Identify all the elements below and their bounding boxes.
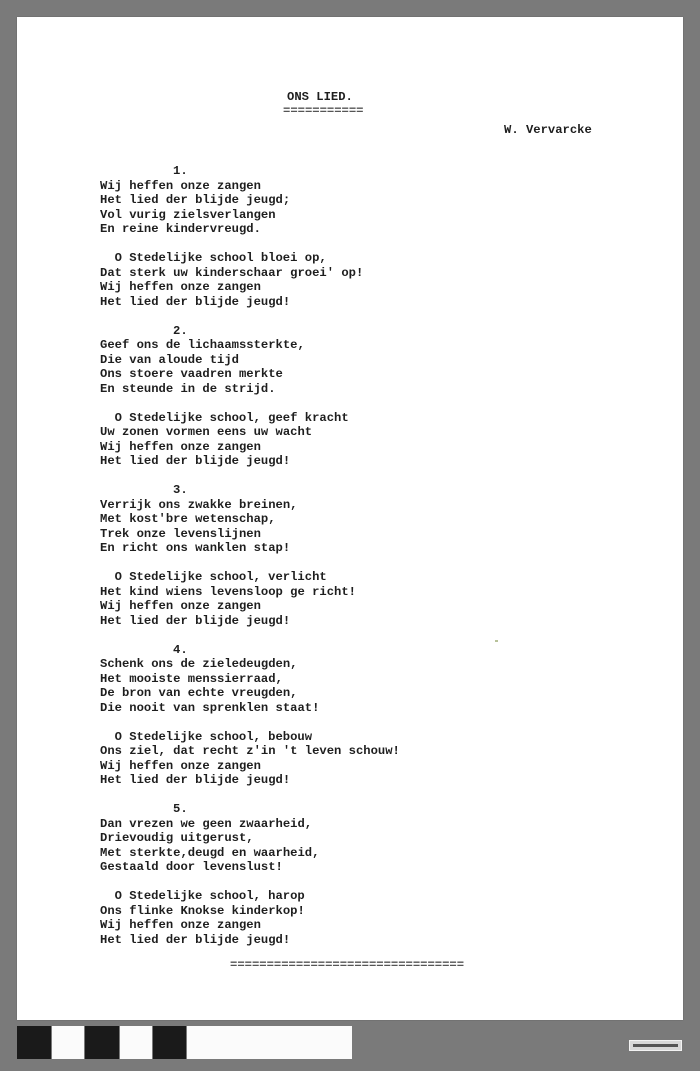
chorus-line: Het kind wiens levensloop ge richt! (100, 584, 356, 599)
song-body (100, 164, 400, 947)
chorus-line: Ons ziel, dat recht z'in 't leven schouw! (100, 744, 400, 758)
chorus-line: Dat sterk uw kinderschaar groei' op! (100, 265, 364, 280)
chorus (100, 251, 400, 309)
verse-line: Ons stoere vaadren merkte (100, 367, 283, 381)
calibration-block-white-wide (187, 1026, 352, 1059)
verse-line: Drievoudig uitgerust, (100, 831, 254, 845)
barcode-icon (633, 1044, 678, 1047)
chorus-line: O Stedelijke school, geef kracht (114, 410, 349, 425)
stanza-2 (100, 324, 400, 484)
verse-line: En reine kindervreugd. (100, 222, 261, 236)
verse-line: De bron van echte vreugden, (100, 686, 298, 700)
stanza-number: 4. (173, 642, 188, 657)
verse (100, 338, 400, 396)
chorus-line: Wij heffen onze zangen (100, 439, 261, 454)
stanza-4 (100, 643, 400, 803)
verse (100, 817, 400, 875)
calibration-block-black (17, 1026, 51, 1059)
calibration-block-black (85, 1026, 119, 1059)
verse-line: Geef ons de lichaamssterkte, (100, 338, 305, 352)
verse-line: Schenk ons de zieledeugden, (100, 657, 298, 671)
paper-speck (495, 640, 498, 642)
chorus (100, 730, 400, 788)
chorus-line: Het lied der blijde jeugd! (100, 294, 291, 309)
chorus-line: O Stedelijke school bloei op, (114, 251, 327, 265)
chorus-line: Het lied der blijde jeugd! (100, 773, 291, 787)
author-name: W. Vervarcke (504, 123, 592, 137)
calibration-block-white (52, 1026, 84, 1059)
verse-line: Wij heffen onze zangen (100, 178, 261, 193)
verse-line: Met kost'bre wetenschap, (100, 512, 276, 526)
stanza-3 (100, 483, 400, 643)
verse-line: Verrijk ons zwakke breinen, (100, 497, 298, 512)
calibration-block-white (120, 1026, 152, 1059)
calibration-block-black (153, 1026, 186, 1059)
song-title: ONS LIED. (287, 90, 353, 104)
verse-line: Die nooit van sprenklen staat! (100, 700, 320, 715)
stanza-number: 2. (173, 323, 188, 338)
closing-rule: ================================ (230, 958, 465, 972)
verse (100, 498, 400, 556)
chorus-line: Wij heffen onze zangen (100, 280, 261, 294)
chorus (100, 570, 400, 628)
chorus-line: Wij heffen onze zangen (100, 758, 261, 773)
chorus-line: O Stedelijke school, bebouw (114, 729, 313, 744)
chorus-line: Het lied der blijde jeugd! (100, 613, 291, 628)
chorus-line: Wij heffen onze zangen (100, 918, 261, 932)
chorus-line: Het lied der blijde jeugd! (100, 454, 291, 468)
stanza-1 (100, 164, 400, 324)
verse-line: Dan vrezen we geen zwaarheid, (100, 816, 313, 831)
chorus (100, 411, 400, 469)
verse-line: Vol vurig zielsverlangen (100, 207, 276, 222)
verse-line: Gestaald door levenslust! (100, 860, 283, 874)
scan-label-tag (629, 1040, 682, 1051)
chorus-line: Uw zonen vormen eens uw wacht (100, 425, 313, 439)
stanza-number: 3. (173, 483, 188, 497)
stanza-number: 5. (173, 802, 188, 816)
verse-line: Het mooiste menssierraad, (100, 671, 283, 686)
title-underline: =========== (283, 104, 364, 118)
chorus-line: O Stedelijke school, verlicht (114, 570, 327, 584)
verse-line: En steunde in de strijd. (100, 381, 276, 396)
chorus-line: O Stedelijke school, harop (114, 889, 305, 903)
verse (100, 657, 400, 715)
chorus-line: Het lied der blijde jeugd! (100, 932, 291, 947)
verse-line: Die van aloude tijd (100, 352, 239, 367)
stanza-number: 1. (173, 164, 188, 178)
verse-line: Het lied der blijde jeugd; (100, 193, 291, 207)
verse-line: Met sterkte,deugd en waarheid, (100, 845, 320, 860)
verse-line: Trek onze levenslijnen (100, 526, 261, 541)
chorus (100, 889, 400, 947)
verse-line: En richt ons wanklen stap! (100, 541, 291, 555)
stanza-5 (100, 802, 400, 947)
chorus-line: Ons flinke Knokse kinderkop! (100, 903, 305, 918)
verse (100, 179, 400, 237)
chorus-line: Wij heffen onze zangen (100, 599, 261, 613)
